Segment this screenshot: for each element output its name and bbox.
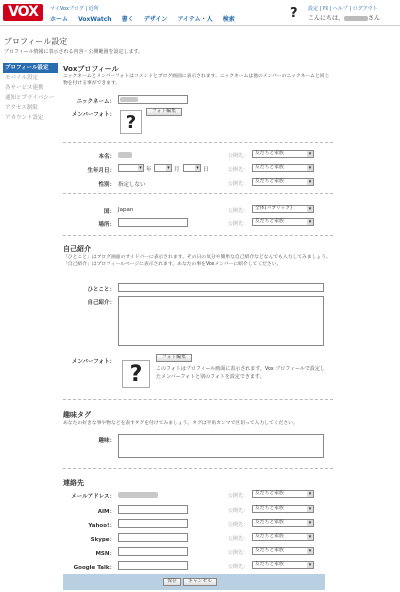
birth-year-select[interactable]: [118, 164, 144, 172]
country-label: 国：: [103, 209, 115, 215]
public-label: 公開先：: [228, 550, 249, 556]
nav-home[interactable]: ホーム: [50, 16, 69, 23]
member-photo-label: メンバーフォト：: [71, 112, 115, 118]
public-label: 公開先：: [228, 181, 249, 187]
intro-heading: 自己紹介: [63, 245, 91, 253]
yahoo-input[interactable]: [118, 519, 188, 528]
google-talk-input[interactable]: [118, 561, 188, 570]
birth-day-select[interactable]: [183, 164, 201, 172]
country-public-select[interactable]: 全体(パブリック) ▾: [252, 205, 314, 213]
nav-search[interactable]: 検索: [222, 16, 235, 23]
intro-photo-note: このフォトはプロフィール画面に表示されます。Vox プロフィールで設定したメンバーフォトと別のフォトを設定できます。: [156, 366, 325, 380]
jikoshokai-label: 自己紹介：: [87, 300, 115, 306]
tags-textarea[interactable]: [118, 434, 324, 458]
page-title: プロフィール設定: [4, 37, 68, 46]
sidebar-item-access[interactable]: アクセス制限: [5, 105, 38, 111]
divider: [63, 468, 333, 469]
msn-public-select[interactable]: 友だちと家族 ▾: [252, 547, 314, 555]
public-label: 公開先：: [228, 564, 249, 570]
divider: [63, 399, 333, 400]
place-label: 場所：: [98, 222, 115, 228]
divider: [63, 235, 333, 236]
gender-public-select[interactable]: 友だちと家族 ▾: [252, 178, 314, 186]
email-label: メールアドレス：: [71, 494, 115, 500]
photo-edit-button[interactable]: フォト編集: [146, 108, 182, 116]
nickname-input[interactable]: [118, 95, 188, 104]
place-input[interactable]: [118, 218, 188, 227]
google-talk-public-select[interactable]: 友だちと家族 ▾: [252, 561, 314, 569]
jikoshokai-textarea[interactable]: [118, 296, 324, 346]
sidebar-item-profile[interactable]: プロフィール設定: [3, 63, 58, 73]
aim-public-select[interactable]: 友だちと家族 ▾: [252, 505, 314, 513]
public-label: 公開先：: [228, 536, 249, 542]
public-label: 公開先：: [228, 208, 249, 214]
public-label: 公開先：: [228, 167, 249, 173]
yahoo-public-select[interactable]: 友だちと家族 ▾: [252, 519, 314, 527]
nav-voxwatch[interactable]: VoxWatch: [78, 16, 112, 23]
main-nav: [50, 14, 243, 23]
sidebar-item-privacy[interactable]: 通知とプライバシー: [5, 95, 55, 101]
public-label: 公開先：: [228, 493, 249, 499]
google-talk-label: Google Talk：: [73, 565, 115, 571]
intro-photo-placeholder-icon: ?: [122, 360, 150, 388]
sidebar-item-services[interactable]: 各サービス連携: [5, 85, 44, 91]
intro-desc: 「ひとこと」はブログ画面のサイドバーに表示されます。その日の気分や簡単な自己紹介などなんでも入力してみましょう。「自己紹介」はプロフィールページに表示されます。あなたの事をVoxメンバーに紹介してください。: [63, 255, 331, 267]
tags-heading: 趣味タグ: [63, 411, 91, 419]
vox-profile-heading: Voxプロフィール: [63, 65, 119, 73]
hitokoto-label: ひとこと：: [87, 287, 115, 293]
gender-label: 性別：: [98, 182, 115, 188]
cancel-button[interactable]: キャンセル: [183, 578, 217, 586]
place-public-select[interactable]: 友だちと家族 ▾: [252, 218, 314, 226]
divider: [63, 142, 333, 143]
settings-sidebar: [3, 63, 58, 123]
blurred-real-name: [118, 152, 132, 158]
skype-input[interactable]: [118, 533, 188, 542]
tags-desc: あなたの好きな事や物などを表すタグを付けてみましょう。タグは半角カンマで区切って入力してください。: [63, 421, 298, 426]
blurred-username: [344, 16, 368, 21]
blurred-email: [118, 492, 158, 498]
top-header: [0, 0, 400, 26]
msn-input[interactable]: [118, 547, 188, 556]
email-public-select[interactable]: 友だちと家族 ▾: [252, 490, 314, 498]
divider: [63, 193, 333, 194]
public-label: 公開先：: [228, 522, 249, 528]
member-photo-placeholder-icon: ?: [120, 110, 142, 134]
vox-profile-desc: ニックネームとメンバーフォトはコメントとブログ画面に表示されます。ニックネームは他のメンバーのニックネームと同じ物を付ける事ができます。: [63, 74, 330, 86]
greeting: [308, 13, 380, 22]
gender-value: 指定しない: [118, 182, 146, 188]
public-label: 公開先：: [228, 153, 249, 159]
month-unit: 月: [174, 167, 180, 173]
yahoo-label: Yahoo!：: [88, 523, 115, 529]
form-actions-bar: [63, 574, 325, 590]
question-avatar-icon: ?: [290, 6, 298, 21]
save-button[interactable]: 保存: [163, 578, 181, 586]
nav-design[interactable]: デザイン: [143, 16, 168, 23]
public-label: 公開先：: [228, 221, 249, 227]
public-label: 公開先：: [228, 508, 249, 514]
birthdate-label: 生年月日：: [87, 168, 115, 174]
intro-photo-edit-button[interactable]: フォト編集: [156, 354, 192, 362]
sidebar-item-mobile[interactable]: モバイル設定: [5, 75, 39, 81]
contact-heading: 連絡先: [63, 479, 84, 487]
year-unit: 年: [146, 167, 152, 173]
birth-month-select[interactable]: [154, 164, 172, 172]
tags-label: 趣味：: [98, 438, 115, 444]
birth-public-select[interactable]: 友だちと家族 ▾: [252, 164, 314, 172]
my-blog-links[interactable]: マイVoxブログ | 近所: [50, 6, 99, 12]
sidebar-item-account[interactable]: アカウント設定: [5, 115, 44, 121]
page-subtitle: プロフィール情報に表示される内容・公開範囲を設定します。: [4, 49, 144, 55]
vox-logo[interactable]: VOX: [3, 4, 43, 21]
intro-photo-label: メンバーフォト：: [71, 359, 115, 365]
greeting-suffix: さん: [368, 15, 381, 22]
blurred-nickname: [120, 97, 138, 102]
real-name-label: 本名：: [98, 154, 115, 160]
nav-items-people[interactable]: アイテム・人: [177, 16, 213, 23]
skype-public-select[interactable]: 友だちと家族 ▾: [252, 533, 314, 541]
aim-label: AIM：: [97, 509, 115, 515]
greeting-prefix: こんにちは、: [308, 15, 345, 22]
country-value: Japan: [118, 207, 134, 213]
nav-write[interactable]: 書く: [121, 16, 134, 23]
hitokoto-input[interactable]: [118, 283, 324, 292]
msn-label: MSN：: [95, 551, 115, 557]
nickname-label: ニックネーム：: [76, 99, 115, 105]
account-links[interactable]: 設定 | ㏚ | ヘルプ | ログアウト: [308, 6, 378, 12]
skype-label: Skype：: [90, 537, 115, 543]
name-public-select[interactable]: 友だちと家族 ▾: [252, 150, 314, 158]
aim-input[interactable]: [118, 505, 188, 514]
day-unit: 日: [203, 167, 209, 173]
